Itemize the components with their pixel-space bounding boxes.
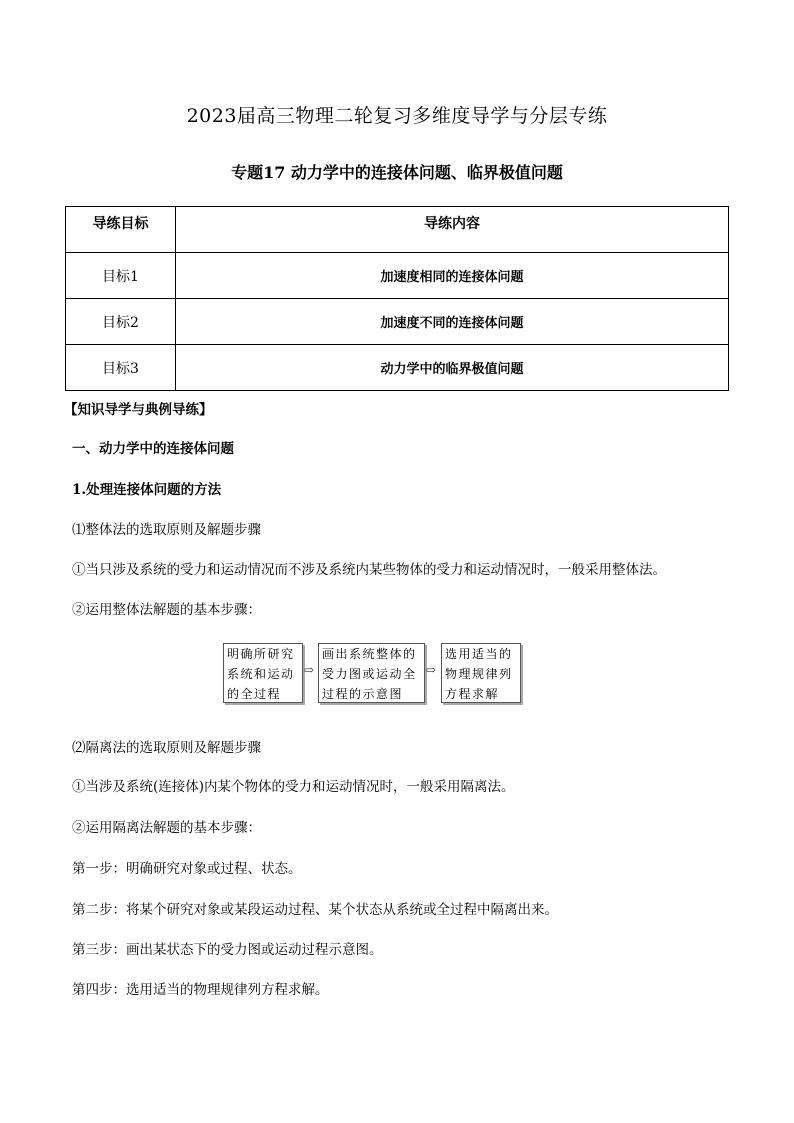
goals-table — [65, 206, 729, 391]
table-row — [66, 253, 729, 299]
flow-box-line: 选用适当的 — [445, 647, 513, 661]
paragraph-whole-method: ⑴整体法的选取原则及解题步骤 — [72, 522, 261, 538]
flow-box-3 — [441, 643, 521, 703]
content-cell: 加速度不同的连接体问题 — [176, 299, 729, 345]
table-header-row — [66, 207, 729, 253]
flow-box-line: 过程的示意图 — [322, 687, 404, 701]
content-cell: 加速度相同的连接体问题 — [176, 253, 729, 299]
paragraph-isolation-steps: ②运用隔离法解题的基本步骤： — [72, 820, 261, 836]
table-header-content: 导练内容 — [176, 207, 729, 253]
goal-cell: 目标3 — [66, 345, 176, 391]
paragraph-whole-rule: ①当只涉及系统的受力和运动情况而不涉及系统内某些物体的受力和运动情况时，一般采用整体法。 — [72, 562, 666, 578]
flow-box-2 — [318, 643, 425, 703]
step-2: 第二步：将某个研究对象或某段运动过程、某个状态从系统或全过程中隔离出来。 — [72, 902, 558, 918]
heading-connected-bodies: 一、动力学中的连接体问题 — [72, 441, 234, 457]
heading-methods: 1.处理连接体问题的方法 — [72, 482, 222, 498]
step-3: 第三步：画出某状态下的受力图或运动过程示意图。 — [72, 942, 383, 958]
flowchart — [223, 643, 523, 705]
paragraph-isolation-method: ⑵隔离法的选取原则及解题步骤 — [72, 740, 261, 756]
step-4: 第四步：选用适当的物理规律列方程求解。 — [72, 982, 329, 998]
flow-box-line: 明确所研究 — [227, 647, 295, 661]
flow-box-line: 受力图或运动全 — [322, 667, 417, 681]
step-1: 第一步：明确研究对象或过程、状态。 — [72, 861, 302, 877]
arrow-right-icon: ⇨ — [304, 663, 315, 677]
flow-box-1 — [223, 643, 303, 703]
content-cell: 动力学中的临界极值问题 — [176, 345, 729, 391]
goal-cell: 目标1 — [66, 253, 176, 299]
document-subtitle: 专题17 动力学中的连接体问题、临界极值问题 — [231, 163, 563, 182]
paragraph-whole-steps: ②运用整体法解题的基本步骤： — [72, 602, 261, 618]
goal-cell: 目标2 — [66, 299, 176, 345]
flow-box-line: 方程求解 — [445, 687, 500, 701]
flow-box-line: 物理规律列 — [445, 667, 513, 681]
section-heading: 【知识导学与典例导练】 — [64, 402, 213, 418]
table-header-goal: 导练目标 — [66, 207, 176, 253]
flow-box-line: 系统和运动 — [227, 667, 295, 681]
document-title: 2023届高三物理二轮复习多维度导学与分层专练 — [186, 105, 608, 127]
flow-box-line: 的全过程 — [227, 687, 282, 701]
flow-box-line: 画出系统整体的 — [322, 647, 417, 661]
table-row — [66, 345, 729, 391]
arrow-right-icon: ⇨ — [426, 663, 437, 677]
paragraph-isolation-rule: ①当涉及系统(连接体)内某个物体的受力和运动情况时，一般采用隔离法。 — [72, 779, 515, 795]
table-row — [66, 299, 729, 345]
